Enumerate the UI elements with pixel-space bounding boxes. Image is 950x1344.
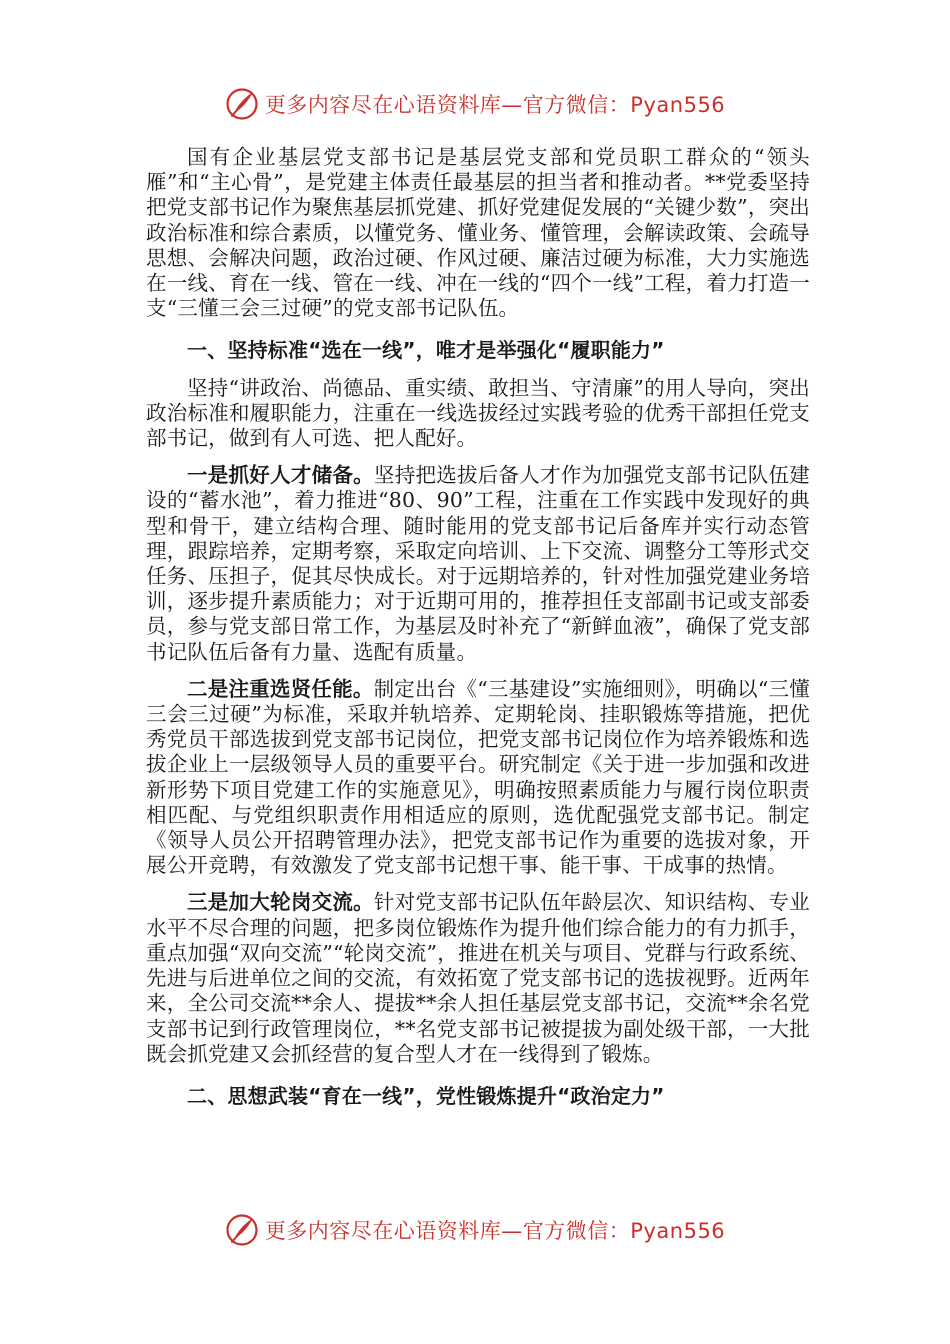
item-3-lead: 三是加大轮岗交流。: [187, 890, 374, 915]
quill-pen-logo-icon: [225, 1213, 259, 1247]
footer-banner-text: 更多内容尽在心语资料库—官方微信：Pyan556: [264, 1219, 726, 1243]
header-banner: [0, 84, 950, 124]
intro-paragraph: 国有企业基层党支部书记是基层党支部和党员职工群众的“领头雁”和“主心骨”，是党建主体责任最基层的担当者和推动者。**党委坚持把党支部书记作为聚焦基层抓党建、抓好党建促发展的“关键少数”，突出政治标准和综合素质，以懂党务、懂业务、懂管理，会解读政策、会疏导思想、会解决问题，政治过硬、作风过硬、廉洁过硬为标准，大力实施选在一线、育在一线、管在一线、冲在一线的“四个一线”工程，着力打造一支“三懂三会三过硬”的党支部书记队伍。: [146, 145, 810, 321]
footer-banner: [0, 1210, 950, 1250]
item-2-paragraph: [146, 677, 810, 879]
item-2-text: 制定出台《“三基建设”实施细则》，明确以“三懂三会三过硬”为标准，采取并轨培养、定期轮岗、挂职锻炼等措施，把优秀党员干部选拔到党支部书记岗位，把党支部书记岗位作为培养锻炼和选拔企业上一层级领导人员的重要平台。研究制定《关于进一步加强和改进新形势下项目党建工作的实施意见》，明确按照素质能力与履行岗位职责相匹配、与党组织职责作用相适应的原则，选优配强党支部书记。制定《领导人员公开招聘管理办法》，把党支部书记作为重要的选拔对象，开展公开竞聘，有效激发了党支部书记想干事、能干事、干成事的热情。: [146, 676, 810, 878]
section-2-heading: 二、思想武装“育在一线”，党性锻炼提升“政治定力”: [187, 1083, 665, 1108]
item-1-paragraph: [146, 463, 810, 665]
section-1-heading: 一、坚持标准“选在一线”，唯才是举强化“履职能力”: [187, 338, 665, 363]
document-body: [146, 145, 810, 1114]
section-1-intro: 坚持“讲政治、尚德品、重实绩、敢担当、守清廉”的用人导向，突出政治标准和履职能力，注重在一线选拔经过实践考验的优秀干部担任党支部书记，做到有人可选、把人配好。: [146, 375, 810, 451]
header-banner-text: 更多内容尽在心语资料库—官方微信：Pyan556: [264, 93, 726, 117]
item-3-text: 针对党支部书记队伍年龄层次、知识结构、专业水平不尽合理的问题，把多岗位锻炼作为提升他们综合能力的有力抓手，重点加强“双向交流”“轮岗交流”，推进在机关与项目、党群与行政系统、先进与后进单位之间的交流，有效拓宽了党支部书记的选拔视野。近两年来，全公司交流**余人、提拔**余人担任基层党支部书记，交流**余名党支部书记到行政管理岗位，**名党支部书记被提拔为副处级干部，一大批既会抓党建又会抓经营的复合型人才在一线得到了锻炼。: [146, 890, 810, 1066]
item-2-lead: 二是注重选贤任能。: [187, 676, 374, 701]
item-1-lead: 一是抓好人才储备。: [187, 463, 374, 488]
item-1-text: 坚持把选拔后备人才作为加强党支部书记队伍建设的“蓄水池”，着力推进“80、90”工程，注重在工作实践中发现好的典型和骨干，建立结构合理、随时能用的党支部书记后备库并实行动态管理，跟踪培养，定期考察，采取定向培训、上下交流、调整分工等形式交任务、压担子，促其尽快成长。对于远期培养的，针对性加强党建业务培训，逐步提升素质能力；对于近期可用的，推荐担任支部副书记或支部委员，参与党支部日常工作，为基层及时补充了“新鲜血液”，确保了党支部书记队伍后备有力量、选配有质量。: [146, 463, 810, 664]
quill-pen-logo-icon: [225, 87, 259, 121]
item-3-paragraph: [146, 890, 810, 1066]
